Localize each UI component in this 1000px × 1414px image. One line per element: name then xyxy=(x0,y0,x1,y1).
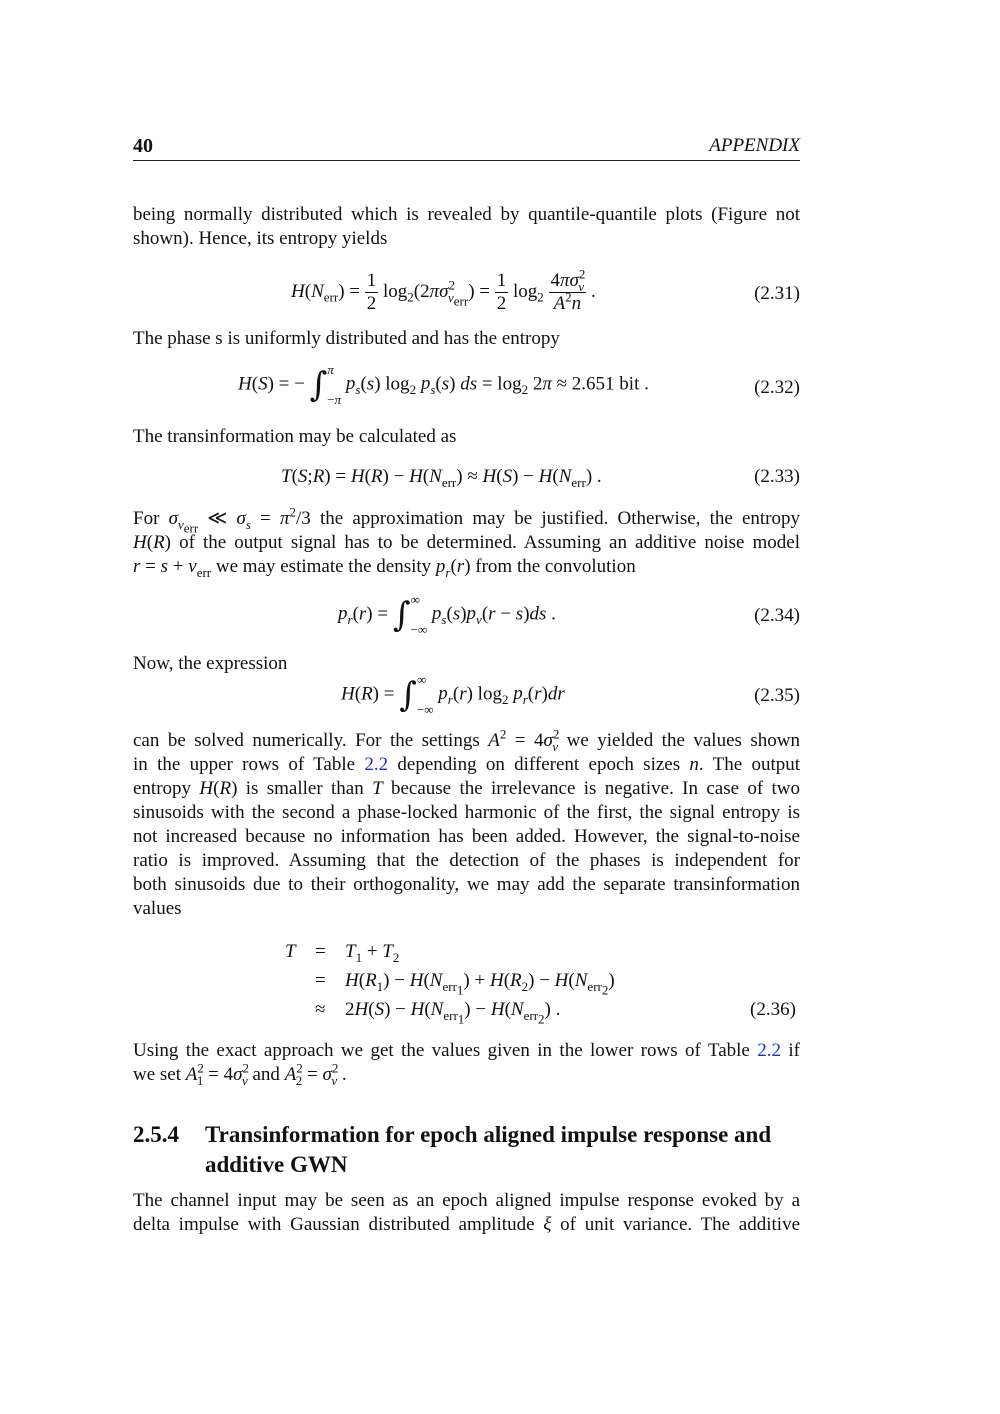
text-line: For $\sigma_{\nu_{err}}$ ≪ $\sigma_s = \pi^2/3$ the approximation may be justified. Otherwise, the entropy xyxy=(133,504,801,536)
text-line: both sinusoids due to their orthogonality, we may add the separate transinformation xyxy=(133,874,800,895)
text-line: $r = s + \nu_{err}$ we may estimate the density $p_r(r)$ from the convolution xyxy=(133,556,636,580)
text-line: H(R) of the output signal has to be determined. Assuming an additive noise model xyxy=(133,532,800,553)
equation-number: (2.36) xyxy=(750,999,796,1020)
equation-number: (2.34) xyxy=(754,605,800,626)
equation-2-31 xyxy=(133,266,800,318)
text-line: being normally distributed which is revealed by quantile-quantile plots (Figure not xyxy=(133,204,800,225)
equation-body: H(R) = ∫ ∞ −∞ $p_r(r)$ $\log_2 p_r(r)dr$ xyxy=(341,672,565,717)
text-line: sinusoids with the second a phase-locked harmonic of the first, the signal entropy is xyxy=(133,802,800,823)
paragraph-6 xyxy=(133,726,801,921)
text-line: The transinformation may be calculated as xyxy=(133,426,457,447)
equation-number: (2.31) xyxy=(754,283,800,304)
paragraph-7 xyxy=(133,1039,800,1087)
equation-2-34 xyxy=(133,592,800,642)
text-line: shown). Hence, its entropy yields xyxy=(133,228,388,249)
table-link[interactable]: 2.2 xyxy=(757,1040,781,1061)
text-line: can be solved numerically. For the settings $A^2 = 4\sigma^2_\nu$ we yielded the values shown xyxy=(133,726,801,754)
text-line: entropy H(R) is smaller than T because the irrelevance is negative. In case of two xyxy=(133,778,801,799)
text-line: The channel input may be seen as an epoch aligned impulse response evoked by a xyxy=(133,1190,800,1211)
text-line: ratio is improved. Assuming that the detection of the phases is independent for xyxy=(133,850,800,871)
equation-2-33 xyxy=(133,465,800,505)
text-line: Using the exact approach we get the values given in the lower rows of Table 2.2 if xyxy=(133,1040,801,1061)
equation-body: $p_r(r)$ = ∫ ∞ −∞ $p_s(s)p_\nu(r - s)ds$ . xyxy=(338,592,556,637)
equation-number: (2.33) xyxy=(754,466,800,487)
equation-number: (2.32) xyxy=(754,377,800,398)
table-link[interactable]: 2.2 xyxy=(364,754,389,775)
text-line: The phase s is uniformly distributed and has the entropy xyxy=(133,328,560,349)
paragraph-8 xyxy=(133,1189,800,1237)
equation-2-35 xyxy=(133,672,800,722)
paragraph-1 xyxy=(133,203,800,251)
section-number: 2.5.4 xyxy=(133,1122,179,1147)
equation-body: $H(N_{err})$ = $\frac{1}{2}$ $\log_2(2\pi\sigma^2_{\nu_{err}})$ = $\frac{1}{2}$ $\log_2$ $\frac{4\pi\sigma^2_\nu}{A^2n}$ . xyxy=(291,266,596,314)
text-line: Now, the expression xyxy=(133,653,288,674)
text-line: we set $A^2_1 = 4\sigma^2_\nu$ and $A^2_2 = \sigma^2_\nu$ . xyxy=(133,1060,347,1088)
page-number: 40 xyxy=(133,135,153,157)
text-line: values xyxy=(133,898,182,919)
text-line: delta impulse with Gaussian distributed amplitude ξ of unit variance. The additive xyxy=(133,1214,801,1235)
paragraph-3 xyxy=(133,425,800,449)
text-line: in the upper rows of Table 2.2 depending on different epoch sizes n. The output xyxy=(133,754,800,775)
text-line: not increased because no information has been added. However, the signal-to-noise xyxy=(133,826,800,847)
entropy-value: ≈ 2.651 bit . xyxy=(556,373,649,395)
equation-2-32 xyxy=(133,362,800,414)
equation-body: H(S) = − ∫ π −π $p_s(s)$ $\log_2 p_s(s)$ ds = $\log_2 2\pi \approx 2.651$ bit . xyxy=(238,362,649,407)
equation-number: (2.35) xyxy=(754,685,800,706)
equation-body: T(S;R) = $H(R) - H(N_{err}) \approx H(S) - H(N_{err})$ . xyxy=(281,466,602,490)
paragraph-2 xyxy=(133,327,800,351)
running-title: APPENDIX xyxy=(709,135,800,156)
paragraph-4 xyxy=(133,504,801,580)
section-title: Transinformation for epoch aligned impulse response and additive GWN xyxy=(205,1122,772,1177)
running-header xyxy=(133,132,800,161)
